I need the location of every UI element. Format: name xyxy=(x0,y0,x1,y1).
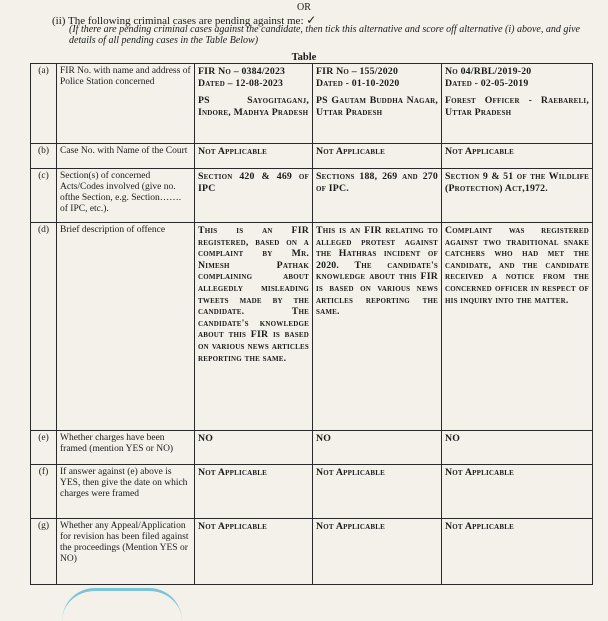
pending-cases-text: (ii) The following criminal cases are pending against me: xyxy=(52,15,304,27)
answer-cell xyxy=(195,64,313,144)
answer-cell: This is an FIR relating to alleged protest against the Hathras incident of 2020. The candidate's knowledge about this FIR is based on various news articles reporting the same. xyxy=(313,223,442,431)
row-question: Whether charges have been framed (mention YES or NO) xyxy=(57,431,195,465)
answer-cell: Complaint was registered against two traditional snake catchers who had met the candidate, and the candidate received a notice from the concerned officer in respect of his inquiry into the matter. xyxy=(442,223,593,431)
answer-cell: Not Applicable xyxy=(313,144,442,169)
table-row xyxy=(31,169,593,223)
row-question: Brief description of offence xyxy=(57,223,195,431)
answer-cell: Sections 188, 269 and 270 of IPC. xyxy=(313,169,442,223)
answer-cell: NO xyxy=(442,431,593,465)
row-question: Case No. with Name of the Court xyxy=(57,144,195,169)
row-question: FIR No. with name and address of Police Station concerned xyxy=(57,64,195,144)
answer-cell: Not Applicable xyxy=(442,465,593,519)
fir-number: FIR No – 0384/2023 Dated – 12-08-2023 xyxy=(198,66,286,89)
answer-cell xyxy=(313,64,442,144)
answer-cell: Not Applicable xyxy=(195,465,313,519)
row-number: (a) xyxy=(31,64,57,144)
answer-cell: This is an FIR registered, based on a complaint by Mr. Nimesh Pathak complaining about allegedly misleading tweets made by the candidate. The candidate's knowledge about this FIR is based on various news articles reporting the same. xyxy=(195,223,313,431)
answer-cell: Section 420 & 469 of IPC xyxy=(195,169,313,223)
row-number: (c) xyxy=(31,169,57,223)
answer-cell: Not Applicable xyxy=(195,144,313,169)
row-number: (d) xyxy=(31,223,57,431)
answer-cell: NO xyxy=(313,431,442,465)
police-station: PS Gautam Buddha Nagar, Uttar Pradesh xyxy=(316,95,438,118)
row-number: (b) xyxy=(31,144,57,169)
row-number: (f) xyxy=(31,465,57,519)
answer-cell: Not Applicable xyxy=(195,519,313,585)
check-mark-icon: ✓ xyxy=(306,13,317,27)
table-row xyxy=(31,64,593,144)
answer-cell: NO xyxy=(195,431,313,465)
fir-number: FIR No – 155/2020 Dated - 01-10-2020 xyxy=(316,66,400,89)
table-row xyxy=(31,431,593,465)
or-separator: OR xyxy=(297,2,311,13)
police-station: Forest Officer - Raebareli, Uttar Pradesh xyxy=(445,95,589,118)
answer-cell: Not Applicable xyxy=(442,519,593,585)
table-label: Table xyxy=(291,52,317,63)
row-number: (g) xyxy=(31,519,57,585)
answer-cell xyxy=(442,64,593,144)
row-number: (e) xyxy=(31,431,57,465)
logo-fragment-decoration xyxy=(62,588,182,621)
row-question: If answer against (e) above is YES, then give the date on which charges were framed xyxy=(57,465,195,519)
instruction-note: (If there are pending criminal cases against the candidate, then tick this alternative and score off alternative (i) above, and give details of all pending cases in the Table Below) xyxy=(69,24,580,46)
row-question: Whether any Appeal/Application for revision has been filed against the proceedings (Mention YES or NO) xyxy=(57,519,195,585)
answer-cell: Not Applicable xyxy=(313,465,442,519)
pending-cases-table xyxy=(30,63,593,585)
table-row xyxy=(31,144,593,169)
police-station: PS Sayogitaganj, Indore, Madhya Pradesh xyxy=(198,95,309,118)
answer-cell: Not Applicable xyxy=(313,519,442,585)
row-question: Section(s) of concerned Acts/Codes involved (give no. ofthe Section, e.g. Section……. of IPC, etc.). xyxy=(57,169,195,223)
fir-number: No 04/RBL/2019-20 Dated - 02-05-2019 xyxy=(445,66,532,89)
table-row xyxy=(31,223,593,431)
answer-cell: Not Applicable xyxy=(442,144,593,169)
table-row xyxy=(31,465,593,519)
table-row xyxy=(31,519,593,585)
answer-cell: Section 9 & 51 of the Wildlife (Protection) Act,1972. xyxy=(442,169,593,223)
